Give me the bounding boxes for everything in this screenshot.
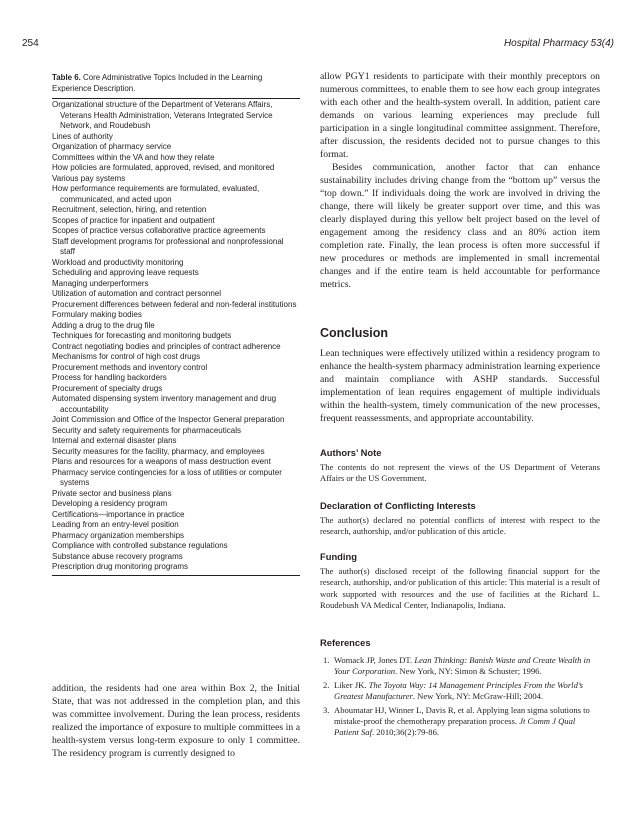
table-row: Internal and external disaster plans	[52, 436, 177, 446]
table-row: Pharmacy service contingencies for a loss of utilities or computer systems	[52, 467, 282, 488]
table-row: Procurement differences between federal and non-federal institutions	[52, 299, 297, 309]
conclusion-text-block	[320, 347, 600, 425]
right-paragraph-2: Besides communication, another factor that can enhance sustainability includes driving change from the “bottom up” versus the “top down.” If individuals doing the work are involved in driving the change, there will likely be greater support over time, and this was clearly displayed during this yellow belt project based on the level of engagement among the residency class and an 80% action item completion rate. Finally, the lean process is often more successful if new procedures or methods are implemented in small incremental changes and if the entire team is held accountable for performance metrics.	[320, 162, 600, 290]
table-row: Staff development programs for professional and nonprofessional staff	[52, 236, 284, 257]
table-row: Private sector and business plans	[52, 488, 172, 498]
page-number: 254	[22, 38, 39, 49]
table-bottom-rule	[52, 575, 300, 576]
table-rows	[52, 99, 300, 573]
table-row: Joint Commission and Office of the Inspector General preparation	[52, 415, 285, 425]
table-row: Pharmacy organization memberships	[52, 530, 185, 540]
table-row: Lines of authority	[52, 131, 113, 141]
table-row: Procurement methods and inventory control	[52, 362, 208, 372]
reference-item: 2. Liker JK. The Toyota Way: 14 Management Principles From the World’s Greatest Manufacturer. New York, NY: McGraw-Hill; 2004.	[323, 679, 583, 702]
table-row: Organizational structure of the Department of Veterans Affairs, Veterans Health Administration, Veterans Integrated Service Network, and Roudebush	[52, 100, 273, 131]
reference-number: 2.	[323, 679, 330, 690]
table-row: Prescription drug monitoring programs	[52, 562, 189, 572]
table-row: Procurement of specialty drugs	[52, 383, 163, 393]
table-row: Committees within the VA and how they relate	[52, 152, 215, 162]
table-label: Table 6.	[52, 73, 81, 82]
table-row: Mechanisms for control of high cost drugs	[52, 352, 201, 362]
table-row: Managing underperformers	[52, 278, 149, 288]
table-row: Techniques for forecasting and monitoring budgets	[52, 331, 232, 341]
reference-title: The Toyota Way: 14 Management Principles From the World’s Greatest Manufacturer	[334, 679, 583, 702]
table-6	[52, 73, 300, 576]
table-row: Scopes of practice for inpatient and outpatient	[52, 215, 215, 225]
left-column-text	[52, 682, 300, 760]
reference-number: 1.	[323, 655, 330, 665]
table-row: Substance abuse recovery programs	[52, 551, 183, 561]
table-row: Various pay systems	[52, 173, 126, 183]
left-paragraph: addition, the residents had one area within Box 2, the Initial State, that was not addressed in the completion plan, and this was committee involvement. During the lean process, residents realized the importance of exposure to multiple committees in a health-system versus long-term exposure to only 1 committee. The residency program is currently designed to	[52, 683, 300, 759]
authors-note-block	[320, 462, 600, 485]
conclusion-text: Lean techniques were effectively utilized within a residency program to enhance the health-system pharmacy administration learning experience and maintain compliance with ASHP standards. Successful implementation of lean requires engagement of multiple individuals within the health-system, timely communication of the new processes, frequent reassessments, and appropriate accountability.	[320, 348, 600, 424]
authors-note-text: The contents do not represent the views of the US Department of Veterans Affairs or the US Government.	[320, 462, 600, 484]
references-list	[320, 655, 600, 741]
table-row: Developing a residency program	[52, 499, 168, 509]
table-row: Compliance with controlled substance regulations	[52, 541, 228, 551]
table-row: Process for handling backorders	[52, 373, 167, 383]
table-row: Certifications—importance in practice	[52, 509, 185, 519]
table-row: How policies are formulated, approved, revised, and monitored	[52, 163, 275, 173]
table-row: Contract negotiating bodies and principles of contract adherence	[52, 341, 281, 351]
table-row: Recruitment, selection, hiring, and retention	[52, 205, 207, 215]
table-row: Workload and productivity monitoring	[52, 257, 184, 267]
table-caption-text: Core Administrative Topics Included in the Learning Experience Description.	[52, 73, 263, 93]
funding-block	[320, 566, 600, 612]
journal-title: Hospital Pharmacy 53(4)	[503, 38, 614, 49]
authors-note-heading: Authors’ Note	[320, 447, 382, 458]
table-row: Plans and resources for a weapons of mass destruction event	[52, 457, 271, 467]
conflicts-block	[320, 515, 600, 538]
table-row: Adding a drug to the drug file	[52, 320, 155, 330]
table-caption	[52, 73, 300, 94]
table-row: Scheduling and approving leave requests	[52, 268, 199, 278]
reference-item: 3. Aboumatar HJ, Winner L, Davis R, et al. Applying lean sigma solutions to mistake-proof the chemotherapy preparation process. Jt Comm J Qual Patient Saf. 2010;36(2):79-86.	[323, 704, 590, 738]
references-heading: References	[320, 637, 371, 648]
table-row: Security and safety requirements for pharmaceuticals	[52, 425, 241, 435]
funding-text: The author(s) disclosed receipt of the following financial support for the research, authorship, and/or publication of this article: This material is a result of work supported with resources and the use of facilities at the Richard L. Roudebush VA Medical Center, Indianapolis, Indiana.	[320, 566, 600, 611]
reference-item: 1. Womack JP, Jones DT. Lean Thinking: Banish Waste and Create Wealth in Your Corporation. New York, NY: Simon & Schuster; 1996.	[323, 655, 591, 677]
funding-heading: Funding	[320, 551, 357, 562]
table-row: Scopes of practice versus collaborative practice agreements	[52, 226, 266, 236]
running-header	[22, 38, 614, 54]
table-row: How performance requirements are formulated, evaluated, communicated, and acted upon	[52, 184, 260, 204]
table-row: Organization of pharmacy service	[52, 142, 172, 152]
table-row: Security measures for the facility, pharmacy, and employees	[52, 446, 265, 456]
table-row: Utilization of automation and contract personnel	[52, 289, 221, 299]
reference-number: 3.	[323, 704, 330, 715]
conclusion-heading: Conclusion	[320, 326, 389, 340]
reference-journal: Jt Comm J Qual Patient Saf	[334, 716, 576, 738]
reference-title: Lean Thinking: Banish Waste and Create Wealth in Your Corporation	[334, 655, 591, 677]
table-row: Leading from an entry-level position	[52, 520, 179, 530]
conflicts-text: The author(s) declared no potential conflicts of interest with respect to the research, authorship, and/or publication of this article.	[320, 515, 600, 537]
right-column-text	[320, 70, 600, 291]
table-row: Formulary making bodies	[52, 310, 142, 320]
table-row: Automated dispensing system inventory management and drug accountability	[52, 394, 277, 414]
conflicts-heading: Declaration of Conflicting Interests	[320, 500, 476, 511]
right-paragraph-1: allow PGY1 residents to participate with their monthly preceptors on numerous committees, to enable them to see how each group integrates with each other and the health-system overall. In addition, patient care demands on various learning experiences may preclude full participation in a single longitudinal committee assignment. Therefore, after discussion, the residents decided not to pursue changes to this format.	[320, 71, 600, 160]
